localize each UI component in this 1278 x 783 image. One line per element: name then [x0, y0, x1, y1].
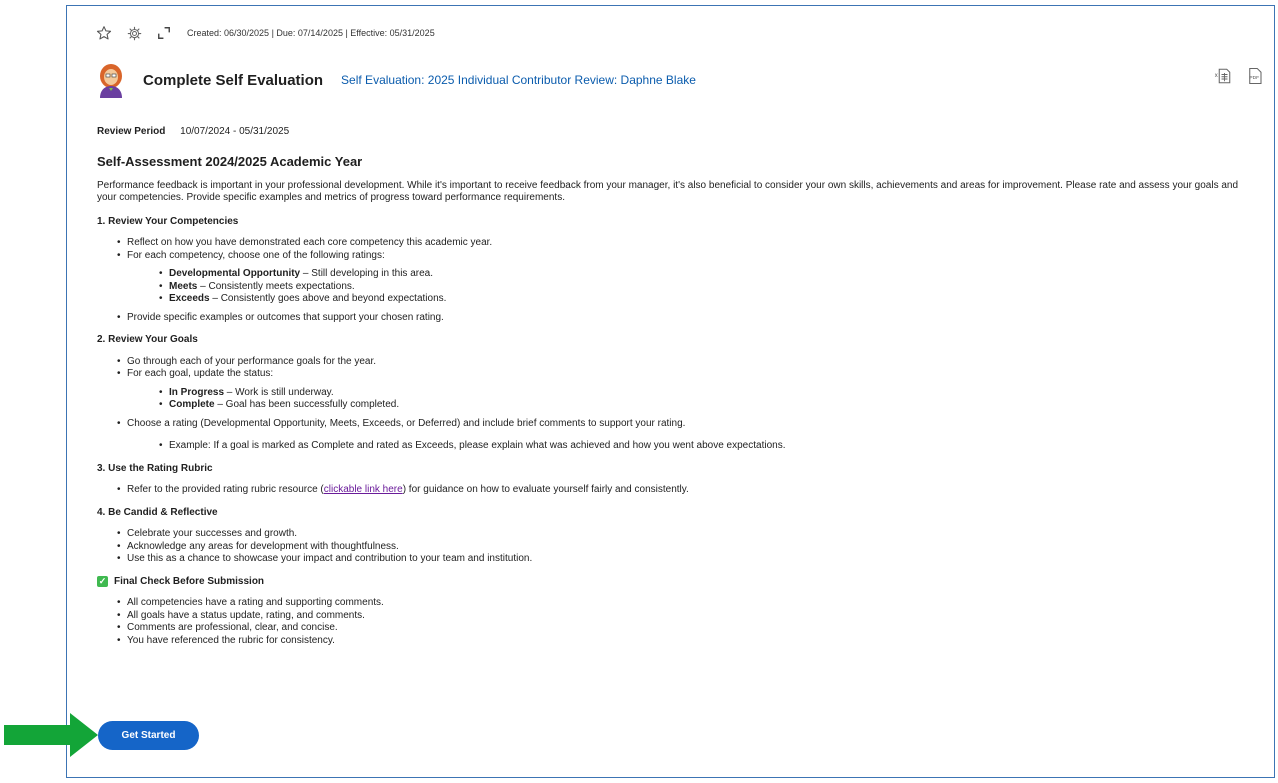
gear-icon[interactable]: [125, 24, 143, 42]
list-item: • Celebrate your successes and growth.: [127, 528, 1257, 541]
instructions-heading: Self-Assessment 2024/2025 Academic Year: [97, 154, 363, 169]
section-final-check: [97, 576, 1257, 648]
pdf-export-icon[interactable]: [1246, 67, 1264, 85]
get-started-button[interactable]: Get Started: [98, 721, 199, 750]
section-goals: [97, 334, 1257, 453]
meta-dates: Created: 06/30/2025 | Due: 07/14/2025 | Effective: 05/31/2025: [187, 28, 435, 38]
section-title: 1. Review Your Competencies: [97, 215, 239, 227]
page-title: Complete Self Evaluation: [143, 71, 324, 89]
list-item: • For each competency, choose one of the following ratings: • Developmental Opportunity – Still developing in this area. • Meets – Consistently meets expectations. • Exceeds – Consistently goes above and beyond expectations.: [127, 250, 1257, 306]
list-item: • In Progress – Work is still underway.: [169, 387, 1257, 400]
list-item: • Exceeds – Consistently goes above and beyond expectations.: [169, 293, 1257, 306]
section-reflective: [97, 507, 1257, 566]
final-check-title: ✓ Final Check Before Submission: [98, 575, 265, 587]
excel-export-icon[interactable]: [1214, 67, 1232, 85]
intro-paragraph: Performance feedback is important in your professional development. While it's important to receive feedback from your manager, it's also beneficial to consider your own skills, achievements and areas for improvement. Please rate and assess your goals and your competencies. Provide specific examples and metrics of progress toward performance requirements.: [97, 179, 1239, 203]
svg-text:PDF: PDF: [1249, 76, 1260, 81]
list-item: • Reflect on how you have demonstrated each core competency this academic year.: [127, 237, 1257, 250]
rubric-link[interactable]: clickable link here: [323, 484, 403, 495]
review-period: [97, 126, 289, 137]
instructions: [97, 156, 1257, 657]
list-item: • For each goal, update the status: • In Progress – Work is still underway. • Complete – Goal has been successfully completed.: [127, 368, 1257, 412]
list-item: • Comments are professional, clear, and concise.: [127, 622, 1257, 635]
list-item: • All competencies have a rating and supporting comments.: [127, 597, 1257, 610]
section-title: 3. Use the Rating Rubric: [97, 462, 213, 474]
section-title: 4. Be Candid & Reflective: [97, 506, 218, 518]
evaluation-link[interactable]: Self Evaluation: 2025 Individual Contributor Review: Daphne Blake: [341, 73, 696, 87]
list-item: • Example: If a goal is marked as Complete and rated as Exceeds, please explain what was achieved and how you went above expectations.: [169, 440, 1257, 453]
avatar: [93, 62, 129, 98]
section-title: 2. Review Your Goals: [97, 334, 198, 345]
list-item: • Meets – Consistently meets expectations.: [169, 281, 1257, 294]
expand-icon[interactable]: [155, 24, 173, 42]
export-actions: [1200, 67, 1264, 85]
list-item: • Go through each of your performance goals for the year.: [127, 356, 1257, 369]
list-item: • Choose a rating (Developmental Opportunity, Meets, Exceeds, or Deferred) and include brief comments to support your rating. • Example: If a goal is marked as Complete and rated as Exceeds, please explain what was achieved and how you went above expectations.: [127, 418, 1257, 453]
list-item: • You have referenced the rubric for consistency.: [127, 635, 1257, 648]
star-icon[interactable]: [95, 24, 113, 42]
section-rubric: [97, 463, 1257, 497]
section-competencies: [97, 216, 1257, 325]
page-header: [93, 62, 696, 98]
list-item: • Use this as a chance to showcase your impact and contribution to your team and institution.: [127, 553, 1257, 566]
review-period-label: Review Period: [97, 126, 166, 137]
list-item: • Complete – Goal has been successfully completed.: [169, 399, 1257, 412]
list-item: • Acknowledge any areas for development with thoughtfulness.: [127, 541, 1257, 554]
task-panel: [66, 5, 1275, 778]
arrow-right-icon: [4, 713, 100, 757]
toolbar: [95, 24, 435, 42]
list-item: • Refer to the provided rating rubric resource (clickable link here) for guidance on how to evaluate yourself fairly and consistently.: [127, 484, 1257, 497]
check-icon: ✓: [98, 576, 107, 587]
list-item: • Developmental Opportunity – Still developing in this area.: [169, 268, 1257, 281]
svg-text:x: x: [1214, 72, 1218, 79]
list-item: • Provide specific examples or outcomes that support your chosen rating.: [127, 312, 1257, 325]
review-period-value: 10/07/2024 - 05/31/2025: [180, 126, 290, 137]
list-item: • All goals have a status update, rating, and comments.: [127, 610, 1257, 623]
